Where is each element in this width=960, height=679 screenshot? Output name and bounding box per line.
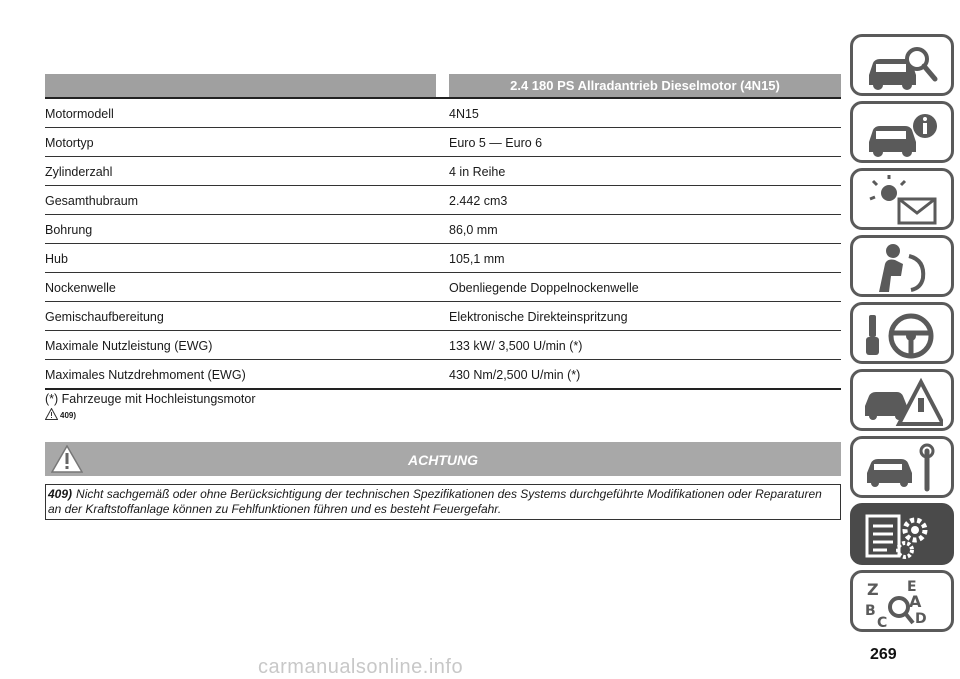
- row-value: 430 Nm/2,500 U/min (*): [449, 368, 581, 382]
- row-label: Bohrung: [45, 223, 93, 237]
- table-row: [45, 128, 841, 157]
- table-row: [45, 331, 841, 360]
- tab-warning-lights[interactable]: [850, 168, 954, 230]
- table-rows: [45, 99, 841, 390]
- tab-safety[interactable]: [850, 235, 954, 297]
- tab-emergency[interactable]: [850, 369, 954, 431]
- table-row: [45, 99, 841, 128]
- warning-body: [45, 484, 841, 520]
- table-row: [45, 360, 841, 390]
- note-reference-number: 409): [60, 411, 77, 420]
- table-row: [45, 186, 841, 215]
- spec-table: [45, 74, 841, 382]
- row-value: Elektronische Direkteinspritzung: [449, 310, 628, 324]
- alphabetical-index-icon: [863, 577, 943, 629]
- table-header-blank: [45, 74, 436, 97]
- car-info-icon: [863, 108, 943, 160]
- table-row: [45, 302, 841, 331]
- row-value: 4 in Reihe: [449, 165, 506, 179]
- warning-small-icon: [45, 408, 58, 420]
- row-value: 4N15: [449, 107, 479, 121]
- footnote: (*) Fahrzeuge mit Hochleistungsmotor: [45, 392, 256, 406]
- row-value: 133 kW/ 3,500 U/min (*): [449, 339, 583, 353]
- table-row: [45, 273, 841, 302]
- row-label: Maximale Nutzleistung (EWG): [45, 339, 213, 353]
- tab-technical-data[interactable]: [850, 503, 954, 565]
- seat-safety-icon: [863, 242, 943, 294]
- car-search-icon: [863, 41, 943, 93]
- page-number: 269: [870, 646, 897, 663]
- svg-text:Z: Z: [867, 580, 879, 599]
- table-row: [45, 215, 841, 244]
- car-emergency-icon: [863, 376, 943, 428]
- tab-starting-driving[interactable]: [850, 302, 954, 364]
- row-label: Motortyp: [45, 136, 94, 150]
- car-maintenance-icon: [863, 443, 943, 495]
- row-label: Nockenwelle: [45, 281, 116, 295]
- tab-maintenance[interactable]: [850, 436, 954, 498]
- table-header-title: 2.4 180 PS Allradantrieb Dieselmotor (4N15): [449, 74, 841, 97]
- row-label: Gesamthubraum: [45, 194, 139, 208]
- tab-vehicle-info[interactable]: [850, 101, 954, 163]
- row-value: 2.442 cm3: [449, 194, 508, 208]
- warning-number: 409): [48, 487, 73, 501]
- svg-text:B: B: [865, 603, 876, 619]
- row-label: Motormodell: [45, 107, 114, 121]
- row-label: Maximales Nutzdrehmoment (EWG): [45, 368, 246, 382]
- svg-text:D: D: [915, 611, 927, 627]
- tab-index[interactable]: [850, 570, 954, 632]
- watermark-text: carmanualsonline.info: [258, 656, 464, 678]
- row-label: Zylinderzahl: [45, 165, 113, 179]
- table-row: [45, 157, 841, 186]
- tab-vehicle-overview[interactable]: [850, 34, 954, 96]
- warning-text: Nicht sachgemäß oder ohne Berücksichtigung der technischen Spezifikationen des Systems durchgeführte Modifikationen oder Reparaturen an der Kraftstoffanlage können zu Fehlfunktionen führen und es besteht Feuergefahr.: [48, 487, 822, 516]
- table-row: [45, 244, 841, 273]
- warning-title: ACHTUNG: [408, 452, 478, 468]
- svg-text:E: E: [907, 579, 917, 595]
- warning-lights-icon: [863, 175, 943, 227]
- row-value: 86,0 mm: [449, 223, 498, 237]
- key-steering-wheel-icon: [863, 309, 943, 361]
- row-value: Euro 5 — Euro 6: [449, 136, 543, 150]
- table-header: [45, 74, 841, 97]
- technical-data-icon: [863, 510, 943, 562]
- row-value: Obenliegende Doppelnockenwelle: [449, 281, 639, 295]
- svg-text:C: C: [877, 615, 888, 629]
- svg-text:A: A: [909, 592, 922, 611]
- row-value: 105,1 mm: [449, 252, 505, 266]
- row-label: Hub: [45, 252, 68, 266]
- row-label: Gemischaufbereitung: [45, 310, 164, 324]
- warning-header: [45, 442, 841, 476]
